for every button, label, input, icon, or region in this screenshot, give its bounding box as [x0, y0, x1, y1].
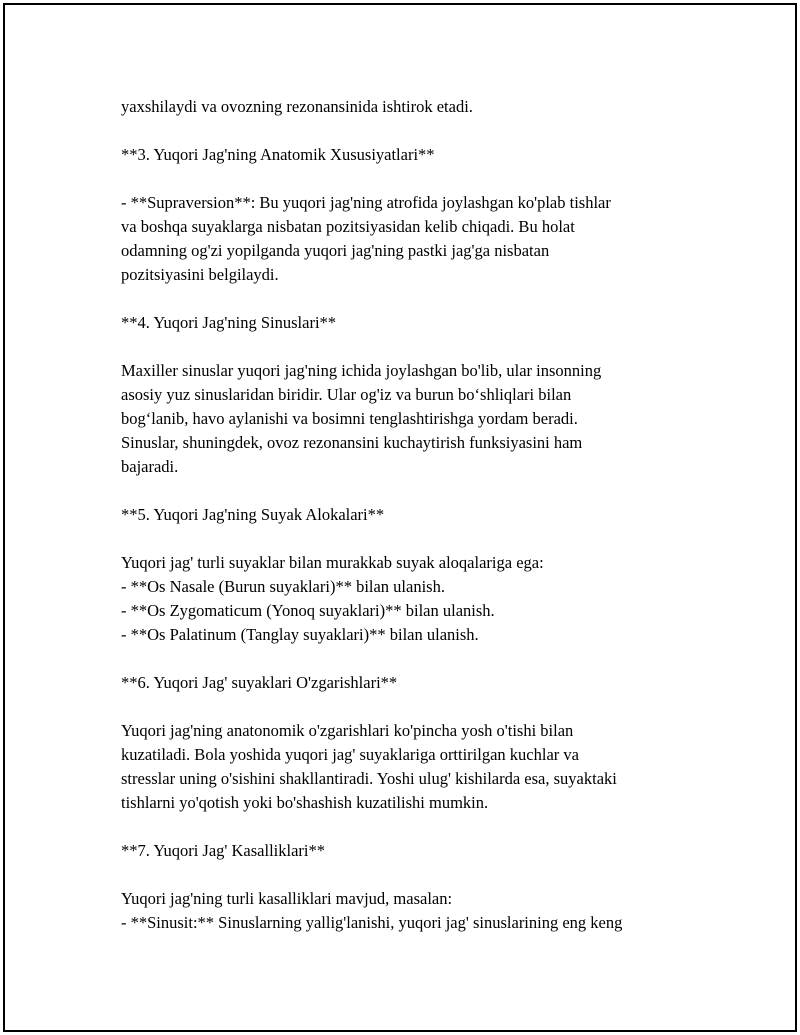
text-line: Yuqori jag'ning turli kasalliklari mavjud, masalan: [121, 889, 453, 908]
text-line: stresslar uning o'sishini shakllantiradi. Yoshi ulug' kishilarda esa, suyaktaki [121, 769, 617, 788]
paragraph [121, 839, 711, 863]
paragraph [121, 359, 711, 479]
text-line: **6. Yuqori Jag' suyaklari O'zgarishlari** [121, 673, 398, 692]
text-line: Maxiller sinuslar yuqori jag'ning ichida joylashgan bo'lib, ular insonning [121, 361, 602, 380]
text-line: pozitsiyasini belgilaydi. [121, 265, 279, 284]
text-line: **7. Yuqori Jag' Kasalliklari** [121, 841, 325, 860]
text-line: bog‘lanib, havo aylanishi va bosimni tenglashtirishga yordam beradi. [121, 409, 578, 428]
text-line: **5. Yuqori Jag'ning Suyak Alokalari** [121, 505, 385, 524]
text-line: Sinuslar, shuningdek, ovoz rezonansini kuchaytirish funksiyasini ham [121, 433, 583, 452]
paragraph [121, 719, 711, 815]
paragraph [121, 887, 711, 935]
text-line: va boshqa suyaklarga nisbatan pozitsiyasidan kelib chiqadi. Bu holat [121, 217, 575, 236]
text-line: - **Sinusit:** Sinuslarning yallig'lanishi, yuqori jag' sinuslarining eng keng [121, 913, 623, 932]
text-line: yaxshilaydi va ovozning rezonansinida ishtirok etadi. [121, 97, 473, 116]
paragraph [121, 143, 711, 167]
text-line: asosiy yuz sinuslaridan biridir. Ular og'iz va burun bo‘shliqlari bilan [121, 385, 572, 404]
paragraph [121, 551, 711, 647]
paragraph [121, 503, 711, 527]
paragraph [121, 311, 711, 335]
page-content [121, 95, 711, 959]
text-line: - **Supraversion**: Bu yuqori jag'ning atrofida joylashgan ko'plab tishlar [121, 193, 611, 212]
text-line: **3. Yuqori Jag'ning Anatomik Xususiyatlari** [121, 145, 435, 164]
text-line: - **Os Palatinum (Tanglay suyaklari)** bilan ulanish. [121, 625, 479, 644]
text-line: Yuqori jag' turli suyaklar bilan murakkab suyak aloqalariga ega: [121, 553, 544, 572]
text-line: **4. Yuqori Jag'ning Sinuslari** [121, 313, 337, 332]
page-frame [3, 3, 797, 1032]
text-line: - **Os Nasale (Burun suyaklari)** bilan ulanish. [121, 577, 445, 596]
paragraph [121, 95, 711, 119]
text-line: odamning og'zi yopilganda yuqori jag'ning pastki jag'ga nisbatan [121, 241, 550, 260]
paragraph [121, 191, 711, 287]
text-line: Yuqori jag'ning anatonomik o'zgarishlari ko'pincha yosh o'tishi bilan [121, 721, 574, 740]
text-line: - **Os Zygomaticum (Yonoq suyaklari)** bilan ulanish. [121, 601, 495, 620]
paragraph [121, 671, 711, 695]
text-line: kuzatiladi. Bola yoshida yuqori jag' suyaklariga orttirilgan kuchlar va [121, 745, 579, 764]
text-line: tishlarni yo'qotish yoki bo'shashish kuzatilishi mumkin. [121, 793, 489, 812]
text-line: bajaradi. [121, 457, 179, 476]
